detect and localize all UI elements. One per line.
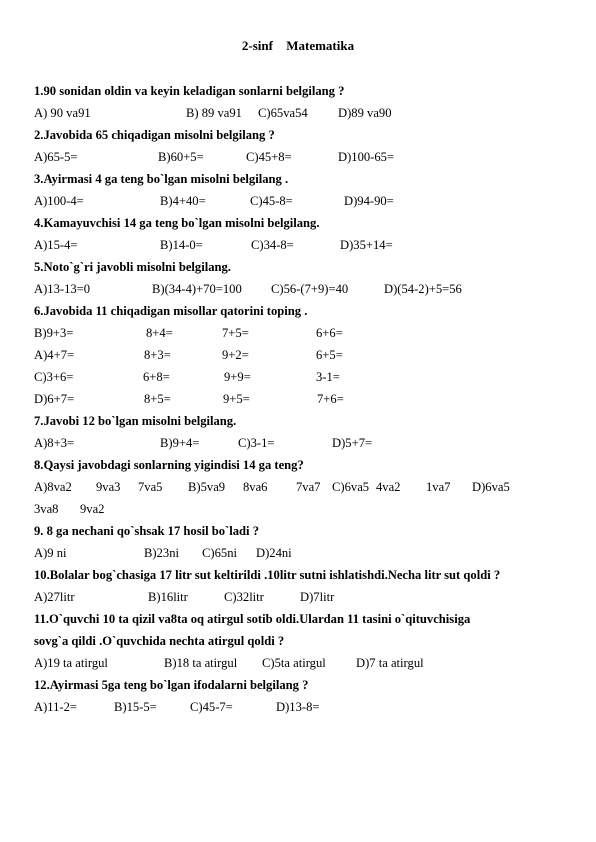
page-title <box>0 38 596 54</box>
option-a[interactable]: A)8+3= <box>34 436 75 450</box>
option-c[interactable]: C)45-8= <box>250 194 293 208</box>
expression: 8+3= <box>144 348 171 362</box>
option-b[interactable]: B)15-5= <box>114 700 157 714</box>
option-a[interactable]: A)9 ni <box>34 546 67 560</box>
question-3: 3.Ayirmasi 4 ga teng bo`lgan misolni belgilang . <box>34 172 289 186</box>
option-b[interactable]: B)14-0= <box>160 238 203 252</box>
option-c[interactable]: C)45+8= <box>246 150 292 164</box>
option-d[interactable]: D)(54-2)+5=56 <box>384 282 462 296</box>
option-a[interactable]: A)13-13=0 <box>34 282 91 296</box>
option-b[interactable]: B)4+40= <box>160 194 206 208</box>
number-pair: 9va3 <box>96 480 121 494</box>
grade-label: 2-sinf <box>241 38 273 53</box>
question-7: 7.Javobi 12 bo`lgan misolni belgilang. <box>34 414 237 428</box>
expression: 6+5= <box>316 348 343 362</box>
option-d[interactable]: D)7 ta atirgul <box>356 656 424 670</box>
expression: 6+8= <box>143 370 170 384</box>
option-c[interactable]: C)5ta atirgul <box>262 656 326 670</box>
option-b[interactable]: B)23ni <box>144 546 179 560</box>
row-label-expression[interactable]: A)4+7= <box>34 348 75 362</box>
number-pair: 1va7 <box>426 480 451 494</box>
number-pair: 9va2 <box>80 502 105 516</box>
option-b[interactable]: B) 89 va91 <box>186 106 242 120</box>
number-pair: 7va7 <box>296 480 321 494</box>
question-4: 4.Kamayuvchisi 14 ga teng bo`lgan misolni belgilang. <box>34 216 320 230</box>
option-d[interactable]: D)35+14= <box>340 238 393 252</box>
question-6: 6.Javobida 11 chiqadigan misollar qatorini toping . <box>34 304 308 318</box>
option-d[interactable]: D)13-8= <box>276 700 320 714</box>
question-12: 12.Ayirmasi 5ga teng bo`lgan ifodalarni belgilang ? <box>34 678 309 692</box>
option-c[interactable]: C)34-8= <box>251 238 294 252</box>
option-d[interactable]: D)100-65= <box>338 150 395 164</box>
question-8: 8.Qaysi javobdagi sonlarning yigindisi 14 ga teng? <box>34 458 304 472</box>
number-pair: 4va2 <box>376 480 401 494</box>
option-b[interactable]: B)16litr <box>148 590 188 604</box>
option-d[interactable]: D)6va5 <box>472 480 510 494</box>
option-c[interactable]: C)45-7= <box>190 700 233 714</box>
expression: 8+5= <box>144 392 171 406</box>
option-a[interactable]: A)19 ta atirgul <box>34 656 108 670</box>
option-c[interactable]: C)6va5 <box>332 480 370 494</box>
option-b[interactable]: B)9+4= <box>160 436 200 450</box>
number-pair: 3va8 <box>34 502 59 516</box>
question-9: 9. 8 ga nechani qo`shsak 17 hosil bo`ladi ? <box>34 524 259 538</box>
expression: 9+2= <box>222 348 249 362</box>
option-a[interactable]: A)27litr <box>34 590 75 604</box>
row-label-expression[interactable]: D)6+7= <box>34 392 75 406</box>
expression: 6+6= <box>316 326 343 340</box>
option-a[interactable]: A)65-5= <box>34 150 78 164</box>
question-11-continued: sovg`a qildi .O`quvchida nechta atirgul qoldi ? <box>34 634 285 648</box>
expression: 7+5= <box>222 326 249 340</box>
option-a[interactable]: A) 90 va91 <box>34 106 91 120</box>
option-d[interactable]: D)89 va90 <box>338 106 392 120</box>
option-a[interactable]: A)11-2= <box>34 700 78 714</box>
option-d[interactable]: D)5+7= <box>332 436 373 450</box>
option-c[interactable]: C)65va54 <box>258 106 308 120</box>
option-d[interactable]: D)24ni <box>256 546 292 560</box>
option-c[interactable]: C)65ni <box>202 546 237 560</box>
question-11: 11.O`quvchi 10 ta qizil va8ta oq atirgul sotib oldi.Ulardan 11 tasini o`qituvchisiga <box>34 612 471 626</box>
expression: 9+5= <box>223 392 250 406</box>
row-label-expression[interactable]: C)3+6= <box>34 370 74 384</box>
option-b[interactable]: B)(34-4)+70=100 <box>152 282 242 296</box>
option-b[interactable]: B)60+5= <box>158 150 204 164</box>
option-c[interactable]: C)56-(7+9)=40 <box>271 282 349 296</box>
option-a[interactable]: A)8va2 <box>34 480 72 494</box>
question-2: 2.Javobida 65 chiqadigan misolni belgilang ? <box>34 128 275 142</box>
question-1: 1.90 sonidan oldin va keyin keladigan sonlarni belgilang ? <box>34 84 345 98</box>
option-c[interactable]: C)32litr <box>224 590 264 604</box>
expression: 3-1= <box>316 370 340 384</box>
expression: 8+4= <box>146 326 173 340</box>
expression: 9+9= <box>224 370 251 384</box>
option-b[interactable]: B)18 ta atirgul <box>164 656 238 670</box>
number-pair: 7va5 <box>138 480 163 494</box>
option-a[interactable]: A)100-4= <box>34 194 84 208</box>
option-a[interactable]: A)15-4= <box>34 238 78 252</box>
question-5: 5.Noto`g`ri javobli misolni belgilang. <box>34 260 231 274</box>
number-pair: 8va6 <box>243 480 268 494</box>
option-d[interactable]: D)7litr <box>300 590 335 604</box>
row-label-expression[interactable]: B)9+3= <box>34 326 74 340</box>
subject-label: Matematika <box>286 38 355 53</box>
option-c[interactable]: C)3-1= <box>238 436 275 450</box>
expression: 7+6= <box>317 392 344 406</box>
option-d[interactable]: D)94-90= <box>344 194 394 208</box>
question-10: 10.Bolalar bog`chasiga 17 litr sut keltirildi .10litr sutni ishlatishdi.Necha litr sut qoldi ? <box>34 568 501 582</box>
option-b[interactable]: B)5va9 <box>188 480 226 494</box>
